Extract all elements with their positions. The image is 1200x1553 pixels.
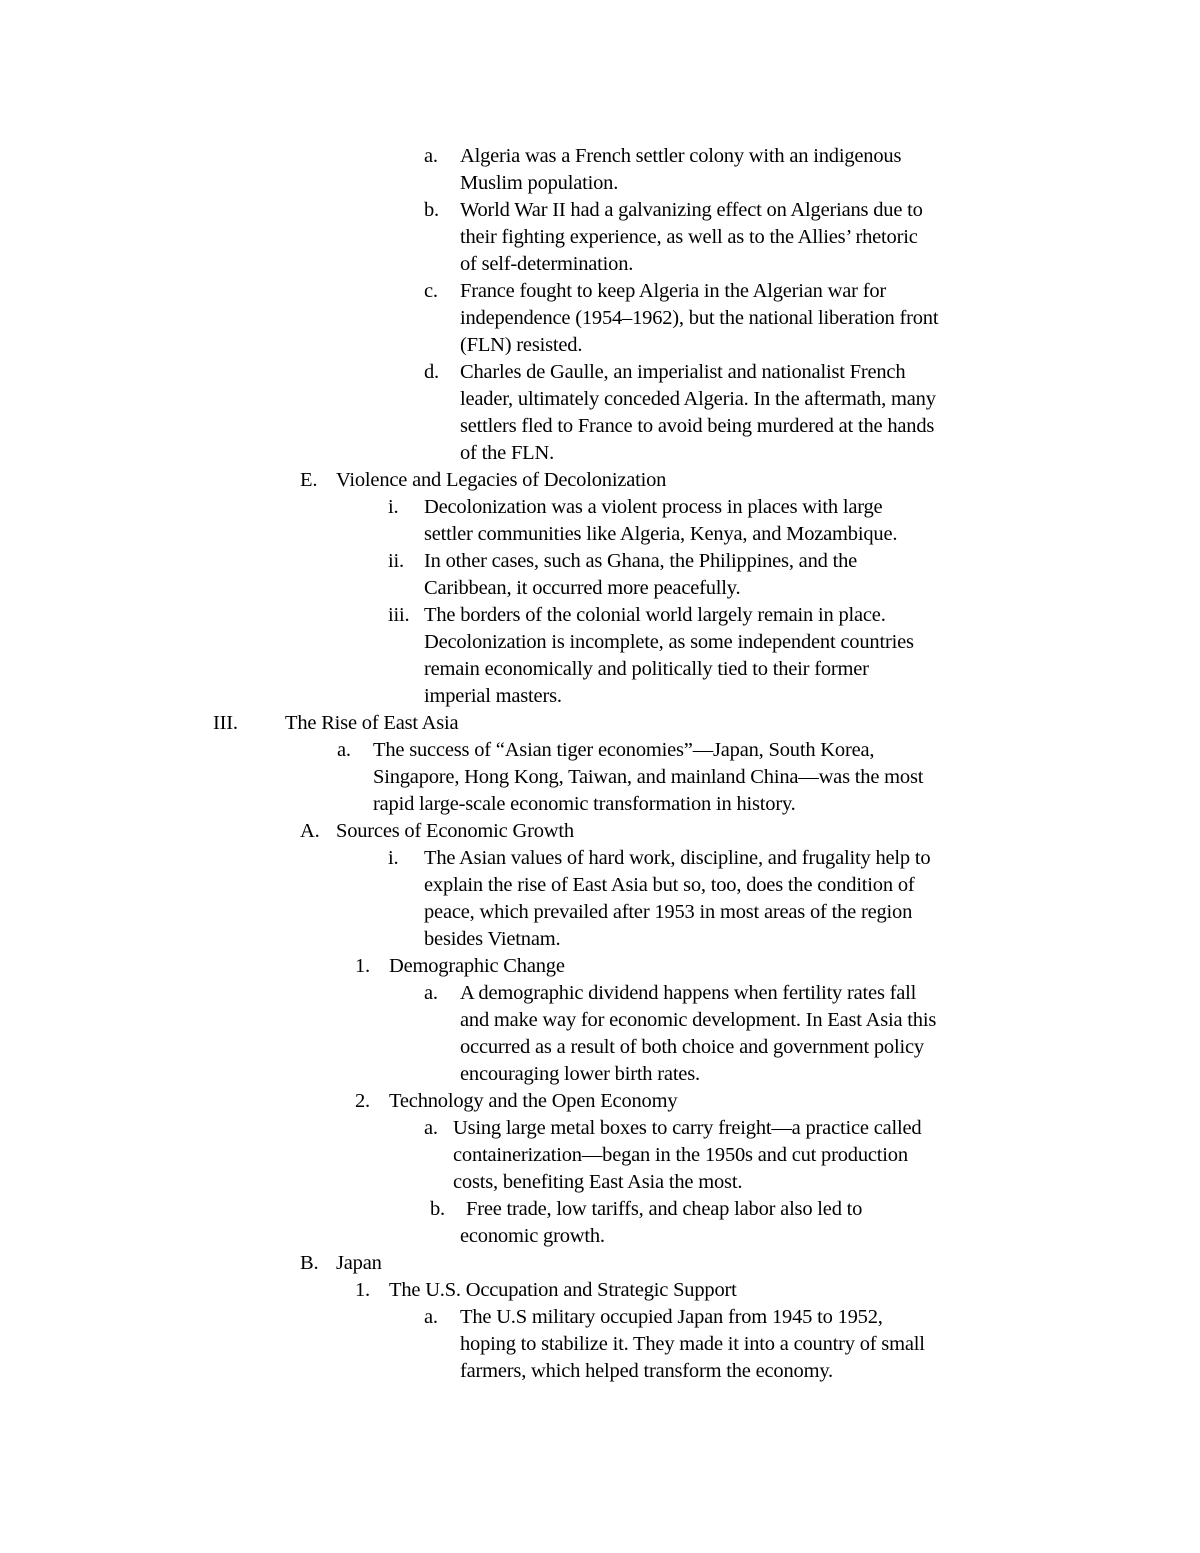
subsection-title: Demographic Change: [389, 955, 565, 977]
item-text-line: Decolonization was a violent process in places with large: [424, 496, 883, 518]
item-text-line: In other cases, such as Ghana, the Philippines, and the: [424, 550, 858, 572]
section-marker: A.: [300, 820, 320, 842]
item-marker: c.: [424, 280, 438, 302]
item-marker: b.: [424, 199, 439, 221]
item-text-line: settlers fled to France to avoid being murdered at the hands: [460, 415, 935, 437]
section-marker: III.: [213, 712, 238, 734]
item-text-line: peace, which prevailed after 1953 in most areas of the region: [424, 901, 913, 923]
item-marker: iii.: [388, 604, 410, 626]
subsection-marker: 2.: [355, 1090, 370, 1112]
subsection-title: The U.S. Occupation and Strategic Support: [389, 1279, 737, 1301]
subsection-marker: 1.: [355, 1279, 370, 1301]
item-marker: a.: [424, 982, 438, 1004]
item-marker: d.: [424, 361, 439, 383]
item-text-line: Using large metal boxes to carry freight—a practice called: [453, 1117, 922, 1139]
item-text-line: of the FLN.: [460, 442, 555, 464]
item-text-line: Singapore, Hong Kong, Taiwan, and mainland China—was the most: [373, 766, 924, 788]
item-text-line: encouraging lower birth rates.: [460, 1063, 700, 1085]
subsection-marker: 1.: [355, 955, 370, 977]
section-title: The Rise of East Asia: [285, 712, 459, 734]
section-marker: E.: [300, 469, 318, 491]
item-text-line: costs, benefiting East Asia the most.: [453, 1171, 743, 1193]
item-text-line: The borders of the colonial world largely remain in place.: [424, 604, 886, 626]
section-marker: B.: [300, 1252, 319, 1274]
item-text-line: of self-determination.: [460, 253, 634, 275]
item-text-line: farmers, which helped transform the economy.: [460, 1360, 833, 1382]
item-text-line: settler communities like Algeria, Kenya, and Mozambique.: [424, 523, 898, 545]
item-text-line: (FLN) resisted.: [460, 334, 583, 356]
section-title: Violence and Legacies of Decolonization: [336, 469, 667, 491]
item-text-line: independence (1954–1962), but the national liberation front: [460, 307, 939, 329]
item-marker: b.: [430, 1198, 445, 1220]
item-marker: a.: [337, 739, 351, 761]
item-marker: a.: [424, 1117, 438, 1139]
subsection-title: Technology and the Open Economy: [389, 1090, 678, 1112]
item-marker: a.: [424, 145, 438, 167]
item-text-line: Free trade, low tariffs, and cheap labor also led to: [466, 1198, 863, 1220]
item-text-line: explain the rise of East Asia but so, too, does the condition of: [424, 874, 915, 896]
item-text-line: The Asian values of hard work, discipline, and frugality help to: [424, 847, 931, 869]
item-text-line: Caribbean, it occurred more peacefully.: [424, 577, 741, 599]
item-text-line: besides Vietnam.: [424, 928, 561, 950]
item-text-line: rapid large-scale economic transformation in history.: [373, 793, 796, 815]
section-title: Sources of Economic Growth: [336, 820, 574, 842]
item-text-line: The U.S military occupied Japan from 1945 to 1952,: [460, 1306, 883, 1328]
item-text-line: and make way for economic development. In East Asia this: [460, 1009, 937, 1031]
item-text-line: economic growth.: [460, 1225, 605, 1247]
item-marker: i.: [388, 847, 399, 869]
item-marker: a.: [424, 1306, 438, 1328]
item-text-line: containerization—began in the 1950s and cut production: [453, 1144, 908, 1166]
item-marker: i.: [388, 496, 399, 518]
item-text-line: Muslim population.: [460, 172, 619, 194]
item-text-line: leader, ultimately conceded Algeria. In the aftermath, many: [460, 388, 936, 410]
item-text-line: Decolonization is incomplete, as some independent countries: [424, 631, 914, 653]
item-text-line: remain economically and politically tied to their former: [424, 658, 869, 680]
item-text-line: Charles de Gaulle, an imperialist and nationalist French: [460, 361, 906, 383]
item-marker: ii.: [388, 550, 404, 572]
item-text-line: their fighting experience, as well as to the Allies’ rhetoric: [460, 226, 918, 248]
item-text-line: imperial masters.: [424, 685, 562, 707]
item-text-line: A demographic dividend happens when fertility rates fall: [460, 982, 917, 1004]
item-text-line: Algeria was a French settler colony with an indigenous: [460, 145, 902, 167]
section-title: Japan: [336, 1252, 382, 1274]
item-text-line: World War II had a galvanizing effect on Algerians due to: [460, 199, 923, 221]
item-text-line: hoping to stabilize it. They made it into a country of small: [460, 1333, 925, 1355]
item-text-line: France fought to keep Algeria in the Algerian war for: [460, 280, 887, 302]
item-text-line: The success of “Asian tiger economies”—Japan, South Korea,: [373, 739, 875, 761]
item-text-line: occurred as a result of both choice and government policy: [460, 1036, 924, 1058]
